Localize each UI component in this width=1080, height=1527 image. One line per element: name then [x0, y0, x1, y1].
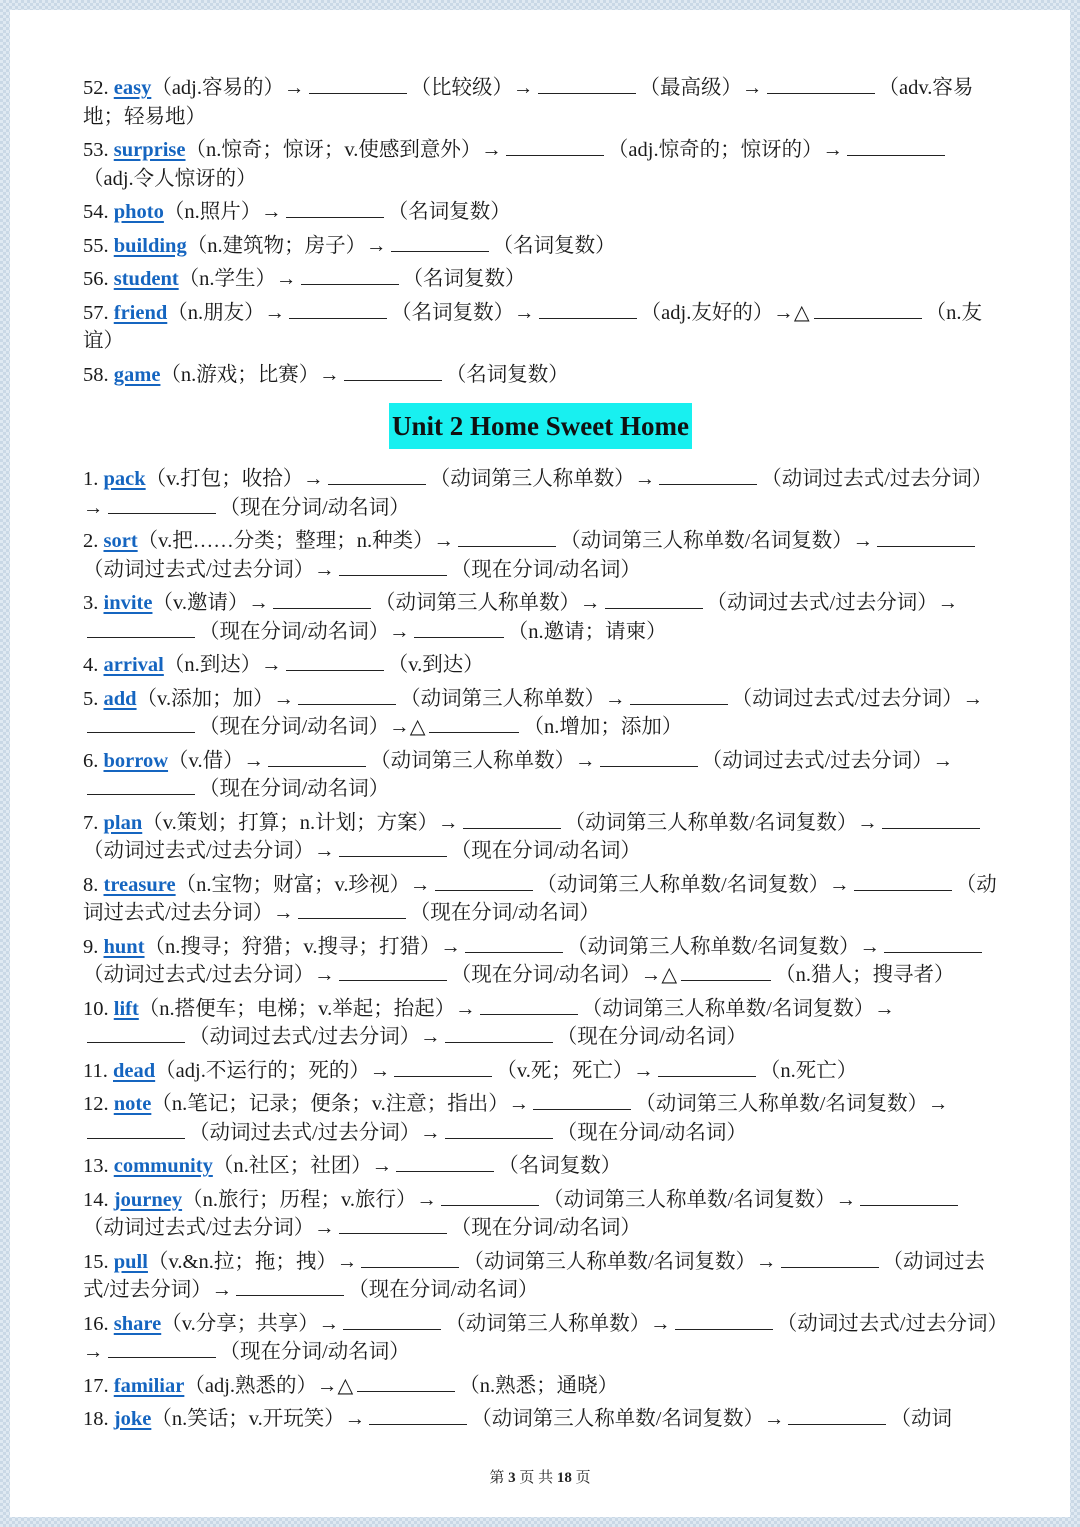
- vocab-item: [83, 1186, 998, 1243]
- form-hint: （v.分享；共享）→: [161, 1312, 340, 1335]
- vocab-item: [83, 1372, 998, 1401]
- footer-total-pages: 18: [556, 1470, 572, 1486]
- answer-blank[interactable]: [788, 1423, 886, 1425]
- headword: photo: [113, 201, 164, 223]
- form-hint: （n.笑话；v.开玩笑）→: [151, 1408, 366, 1430]
- answer-blank[interactable]: [463, 827, 561, 829]
- answer-blank[interactable]: [289, 317, 387, 319]
- answer-blank[interactable]: [339, 855, 447, 857]
- form-hint: （adj.熟悉的）→△: [184, 1374, 354, 1397]
- vocab-item: [83, 685, 998, 742]
- form-hint: （动词第三人称单数/名词复数）→: [543, 1188, 857, 1211]
- form-hint: （v.打包；收拾）→: [145, 468, 324, 490]
- form-hint: （n.笔记；记录；便条；v.注意；指出）→: [151, 1093, 530, 1115]
- answer-blank[interactable]: [600, 765, 698, 767]
- form-hint: （动词第三人称单数）→: [429, 468, 656, 490]
- answer-blank[interactable]: [87, 1137, 185, 1139]
- form-hint: （动词第三人称单数/名词复数）→: [560, 530, 874, 552]
- headword: sort: [103, 530, 138, 552]
- vocab-item: [83, 361, 998, 390]
- vocab-item: [83, 1248, 998, 1305]
- answer-blank[interactable]: [854, 889, 952, 891]
- item-number: 1.: [83, 468, 104, 490]
- headword: hunt: [103, 935, 145, 958]
- vocab-item: [83, 1310, 998, 1367]
- headword: journey: [113, 1188, 183, 1211]
- form-hint: （v.借）→: [168, 749, 265, 772]
- item-number: 9.: [83, 935, 104, 958]
- form-hint: （adj.容易的）→: [151, 77, 305, 99]
- vocab-item: [83, 198, 998, 227]
- form-hint: （动词第三人称单数/名词复数）→: [635, 1093, 949, 1115]
- word-list-previous-unit: [83, 74, 998, 389]
- headword: building: [113, 234, 187, 257]
- vocab-item: [83, 933, 998, 990]
- form-hint: （名词复数）→: [391, 301, 535, 324]
- form-hint: （动词过去式/过去分词）→: [731, 687, 984, 710]
- form-hint: （动词过去式/过去分词）→: [701, 749, 954, 772]
- headword: pack: [103, 468, 146, 490]
- answer-blank[interactable]: [344, 379, 442, 381]
- answer-blank[interactable]: [396, 1170, 494, 1172]
- vocab-item: [83, 871, 998, 928]
- form-hint: （n.建筑物；房子）→: [186, 234, 387, 257]
- form-hint: （动词第三人称单数）→: [445, 1312, 671, 1335]
- vocab-item: [83, 1090, 998, 1147]
- answer-blank[interactable]: [339, 574, 447, 576]
- answer-blank[interactable]: [445, 1137, 553, 1139]
- item-number: 6.: [83, 749, 104, 772]
- answer-blank[interactable]: [339, 979, 447, 981]
- form-hint: （v.到达）: [387, 654, 484, 676]
- item-number: 4.: [83, 654, 104, 676]
- form-hint: （n.搭便车；电梯；v.举起；抬起）→: [138, 997, 476, 1020]
- headword: student: [113, 268, 179, 290]
- headword: treasure: [103, 873, 176, 896]
- form-hint: （n.熟悉；通晓）: [459, 1374, 619, 1397]
- item-number: 14.: [83, 1188, 114, 1211]
- answer-blank[interactable]: [630, 703, 728, 705]
- form-hint: （n.惊奇；惊讶；v.使感到意外）→: [185, 139, 502, 161]
- form-hint: （n.死亡）: [759, 1059, 858, 1082]
- answer-blank[interactable]: [675, 1328, 773, 1330]
- vocab-item: [83, 995, 998, 1052]
- headword: game: [113, 363, 161, 386]
- answer-blank[interactable]: [480, 1013, 578, 1015]
- vocab-item: [83, 1057, 998, 1086]
- form-hint: （现在分词/动名词）→△: [199, 716, 426, 738]
- form-hint: （名词复数）: [445, 363, 569, 386]
- form-hint: （n.到达）→: [163, 654, 282, 676]
- form-hint: （现在分词/动名词）→△: [450, 964, 678, 986]
- form-hint: （名词复数）: [492, 234, 616, 257]
- form-hint: （adj.不运行的；死的）→: [155, 1059, 391, 1082]
- answer-blank[interactable]: [847, 154, 945, 156]
- form-hint: （动词第三人称单数/名词复数）→: [564, 811, 878, 834]
- answer-blank[interactable]: [781, 1266, 879, 1268]
- item-number: 10.: [83, 997, 114, 1020]
- headword: dead: [113, 1059, 156, 1082]
- answer-blank[interactable]: [445, 1041, 553, 1043]
- headword: arrival: [103, 654, 164, 676]
- form-hint: （现在分词/动名词）: [450, 1217, 641, 1239]
- item-number: 57.: [83, 301, 114, 324]
- form-hint: （现在分词/动名词）: [556, 1121, 747, 1144]
- page-footer: [0, 1466, 1080, 1487]
- answer-blank[interactable]: [343, 1328, 441, 1330]
- form-hint: （n.友谊）: [83, 301, 982, 352]
- form-hint: （n.照片）→: [163, 201, 282, 223]
- headword: community: [113, 1155, 213, 1177]
- form-hint: （现在分词/动名词）: [450, 840, 641, 862]
- answer-blank[interactable]: [87, 1041, 185, 1043]
- form-hint: （n.猎人；搜寻者）: [775, 964, 955, 986]
- page: [10, 10, 1070, 1517]
- form-hint: （v.添加；加）→: [136, 687, 295, 710]
- headword: note: [113, 1093, 152, 1115]
- item-number: 12.: [83, 1093, 114, 1115]
- answer-blank[interactable]: [884, 951, 982, 953]
- headword: easy: [113, 77, 152, 99]
- form-hint: （动词第三人称单数/名词复数）→: [463, 1250, 777, 1273]
- form-hint: （adj.惊奇的；惊讶的）→: [607, 139, 844, 161]
- form-hint: （动词过去式/过去分词）→: [189, 1026, 441, 1048]
- form-hint: （动词过去式/过去分词）→: [83, 468, 993, 519]
- vocab-item: [83, 232, 998, 261]
- form-hint: （动词: [890, 1408, 952, 1430]
- item-number: 2.: [83, 530, 104, 552]
- form-hint: （n.游戏；比赛）→: [160, 363, 340, 386]
- item-number: 58.: [83, 363, 114, 386]
- vocab-item: [83, 136, 998, 193]
- form-hint: （名词复数）: [498, 1155, 622, 1177]
- form-hint: （现在分词/动名词）: [219, 1341, 410, 1363]
- answer-blank[interactable]: [882, 827, 980, 829]
- footer-suffix: 页: [575, 1470, 591, 1486]
- answer-blank[interactable]: [458, 545, 556, 547]
- headword: invite: [103, 592, 153, 614]
- footer-prefix: 第: [489, 1470, 505, 1486]
- headword: friend: [113, 301, 168, 324]
- answer-blank[interactable]: [681, 979, 771, 981]
- footer-page-number: 3: [508, 1470, 516, 1486]
- form-hint: （现在分词/动名词）→: [199, 620, 410, 643]
- form-hint: （n.朋友）→: [167, 301, 286, 324]
- answer-blank[interactable]: [357, 1390, 455, 1392]
- form-hint: （动词过去式/过去分词）→: [83, 840, 335, 862]
- answer-blank[interactable]: [298, 703, 396, 705]
- form-hint: （v.把……分类；整理；n.种类）→: [137, 530, 455, 552]
- item-number: 53.: [83, 139, 114, 161]
- answer-blank[interactable]: [328, 483, 426, 485]
- form-hint: （现在分词/动名词）: [556, 1026, 747, 1048]
- headword: borrow: [103, 749, 169, 772]
- answer-blank[interactable]: [298, 917, 406, 919]
- form-hint: （名词复数）: [387, 201, 511, 223]
- form-hint: （n.学生）→: [178, 268, 297, 290]
- form-hint: （n.增加；添加）: [523, 716, 683, 738]
- answer-blank[interactable]: [659, 483, 757, 485]
- form-hint: （n.宝物；财富；v.珍视）→: [175, 873, 431, 896]
- vocab-item: [83, 465, 998, 522]
- vocab-item: [83, 1405, 998, 1434]
- form-hint: （动词过去式/过去分词）→: [83, 873, 997, 924]
- vocab-item: [83, 265, 998, 294]
- item-number: 52.: [83, 77, 114, 99]
- form-hint: （动词第三人称单数）→: [370, 749, 596, 772]
- vocab-item: [83, 527, 998, 584]
- footer-mid: 页 共: [519, 1470, 554, 1486]
- form-hint: （现在分词/动名词）: [409, 902, 600, 924]
- answer-blank[interactable]: [268, 765, 366, 767]
- answer-blank[interactable]: [465, 951, 563, 953]
- form-hint: （现在分词/动名词）: [450, 558, 641, 581]
- answer-blank[interactable]: [391, 250, 489, 252]
- form-hint: （动词过去式/过去分词）→: [83, 964, 335, 986]
- form-hint: （动词第三人称单数/名词复数）→: [471, 1408, 785, 1430]
- form-hint: （n.社区；社团）→: [212, 1155, 393, 1177]
- answer-blank[interactable]: [877, 545, 975, 547]
- item-number: 17.: [83, 1374, 114, 1397]
- item-number: 8.: [83, 873, 104, 896]
- answer-blank[interactable]: [236, 1294, 344, 1296]
- answer-blank[interactable]: [301, 283, 399, 285]
- form-hint: （adj.令人惊讶的）: [83, 167, 257, 190]
- form-hint: （动词过去式/过去分词）→: [83, 1312, 998, 1363]
- item-number: 16.: [83, 1312, 114, 1335]
- answer-blank[interactable]: [605, 607, 703, 609]
- form-hint: （动词第三人称单数/名词复数）→: [566, 935, 881, 958]
- answer-blank[interactable]: [369, 1423, 467, 1425]
- form-hint: （动词过去式/过去分词）→: [83, 1217, 335, 1239]
- form-hint: （adj.友好的）→△: [640, 301, 810, 324]
- headword: share: [113, 1312, 162, 1335]
- form-hint: （动词过去式/过去分词）→: [706, 592, 959, 614]
- form-hint: （v.死；死亡）→: [496, 1059, 654, 1082]
- vocab-item: [83, 299, 998, 356]
- item-number: 55.: [83, 234, 114, 257]
- answer-blank[interactable]: [87, 636, 195, 638]
- form-hint: （v.&n.拉；拖；拽）→: [147, 1250, 358, 1273]
- form-hint: （动词过去式/过去分词）→: [83, 1250, 986, 1301]
- vocab-item: [83, 74, 998, 131]
- answer-blank[interactable]: [286, 216, 384, 218]
- item-number: 54.: [83, 201, 114, 223]
- answer-blank[interactable]: [429, 731, 519, 733]
- answer-blank[interactable]: [339, 1232, 447, 1234]
- answer-blank[interactable]: [658, 1075, 756, 1077]
- form-hint: （名词复数）: [402, 268, 526, 290]
- item-number: 11.: [83, 1059, 113, 1082]
- form-hint: （n.搜寻；狩猎；v.搜寻；打猎）→: [144, 935, 461, 958]
- vocab-item: [83, 589, 998, 646]
- answer-blank[interactable]: [286, 669, 384, 671]
- form-hint: （v.邀请）→: [152, 592, 270, 614]
- answer-blank[interactable]: [87, 793, 195, 795]
- form-hint: （adv.容易地；轻易地）: [83, 77, 974, 128]
- item-number: 7.: [83, 811, 104, 834]
- form-hint: （n.邀请；请柬）: [507, 620, 667, 643]
- answer-blank[interactable]: [860, 1204, 958, 1206]
- form-hint: （动词第三人称单数）→: [375, 592, 601, 614]
- item-number: 15.: [83, 1250, 114, 1273]
- answer-blank[interactable]: [814, 317, 922, 319]
- headword: lift: [113, 997, 139, 1020]
- headword: plan: [103, 811, 143, 834]
- answer-blank[interactable]: [506, 154, 604, 156]
- form-hint: （现在分词/动名词）: [199, 778, 390, 800]
- headword: add: [103, 687, 137, 710]
- answer-blank[interactable]: [108, 1356, 216, 1358]
- answer-blank[interactable]: [767, 92, 875, 94]
- form-hint: （动词第三人称单数/名词复数）→: [536, 873, 850, 896]
- answer-blank[interactable]: [533, 1108, 631, 1110]
- answer-blank[interactable]: [361, 1266, 459, 1268]
- form-hint: （比较级）→: [410, 77, 534, 99]
- answer-blank[interactable]: [414, 636, 504, 638]
- form-hint: （v.策划；打算；n.计划；方案）→: [142, 811, 459, 834]
- answer-blank[interactable]: [435, 889, 533, 891]
- form-hint: （现在分词/动名词）: [348, 1279, 539, 1301]
- headword: pull: [113, 1250, 148, 1273]
- answer-blank[interactable]: [309, 92, 407, 94]
- vocab-item: [83, 1152, 998, 1181]
- answer-blank[interactable]: [538, 92, 636, 94]
- unit-title: Unit 2 Home Sweet Home: [389, 403, 692, 449]
- answer-blank[interactable]: [441, 1204, 539, 1206]
- answer-blank[interactable]: [539, 317, 637, 319]
- item-number: 3.: [83, 592, 104, 614]
- vocab-item: [83, 651, 998, 680]
- headword: joke: [113, 1408, 152, 1430]
- item-number: 5.: [83, 687, 104, 710]
- item-number: 18.: [83, 1408, 114, 1430]
- answer-blank[interactable]: [394, 1075, 492, 1077]
- worksheet-content: [83, 74, 998, 1439]
- vocab-item: [83, 809, 998, 866]
- form-hint: （动词第三人称单数/名词复数）→: [581, 997, 895, 1020]
- item-number: 13.: [83, 1155, 114, 1177]
- vocab-item: [83, 747, 998, 804]
- form-hint: （动词第三人称单数）→: [400, 687, 626, 710]
- answer-blank[interactable]: [87, 731, 195, 733]
- form-hint: （动词过去式/过去分词）→: [83, 558, 335, 581]
- unit-heading: [83, 403, 998, 449]
- answer-blank[interactable]: [273, 607, 371, 609]
- form-hint: （n.旅行；历程；v.旅行）→: [182, 1188, 437, 1211]
- headword: surprise: [113, 139, 186, 161]
- form-hint: （最高级）→: [639, 77, 763, 99]
- word-list-unit-2: [83, 465, 998, 1434]
- headword: familiar: [113, 1374, 185, 1397]
- form-hint: （动词过去式/过去分词）→: [189, 1121, 441, 1144]
- form-hint: （现在分词/动名词）: [219, 496, 410, 519]
- item-number: 56.: [83, 268, 114, 290]
- answer-blank[interactable]: [108, 512, 216, 514]
